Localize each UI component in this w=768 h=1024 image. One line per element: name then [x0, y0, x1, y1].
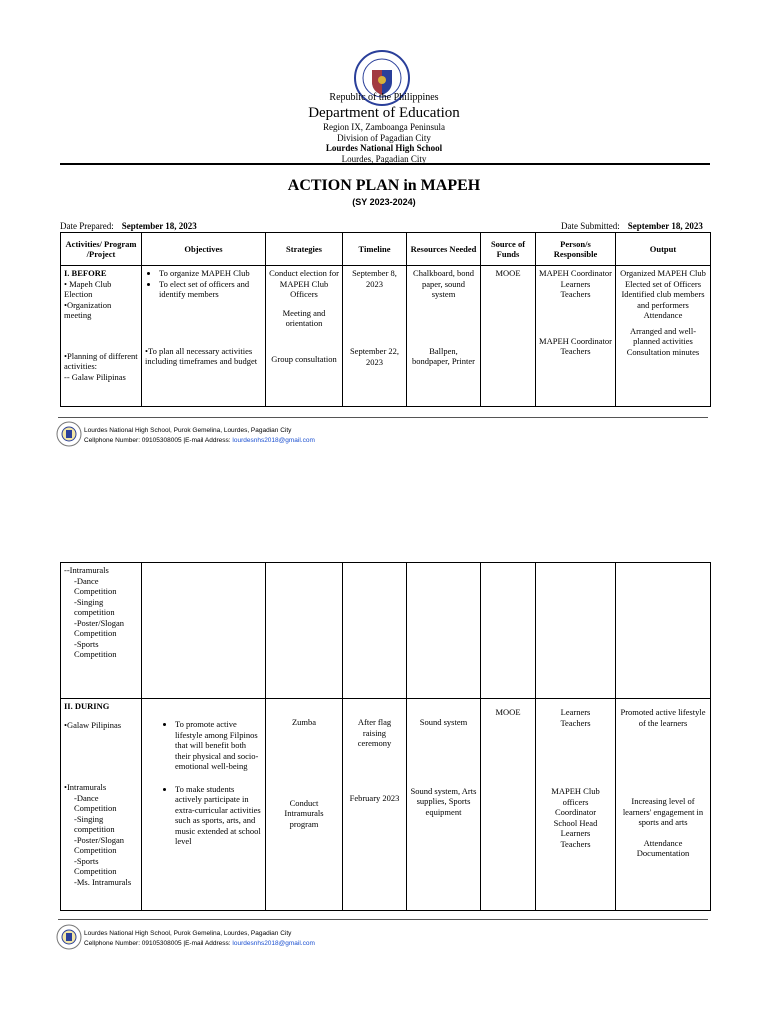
activity-item: •Organization meeting [64, 299, 112, 320]
strategy-item: Conduct Intramurals program [284, 797, 324, 829]
col-header: Objectives [142, 233, 266, 266]
col-header: Strategies [266, 233, 343, 266]
output-item: Attendance Documentation [636, 837, 690, 858]
school-name: Lourdes National High School [325, 143, 443, 153]
col-header: Source of Funds [481, 233, 536, 266]
footer-phone: Cellphone Number: 09105308005 |E-mail Address: [84, 437, 233, 444]
table-row [61, 699, 711, 911]
department-name: Department of Education [308, 105, 460, 121]
funds-cell [481, 699, 536, 911]
strategy-item: Group consultation [271, 353, 337, 364]
col-header: Output [616, 233, 711, 266]
footer-text [84, 426, 315, 446]
school-logo-icon [56, 421, 82, 447]
footer-contact [84, 939, 315, 949]
output-item: Attendance [643, 310, 683, 320]
region-line: Region IX, Zamboanga Peninsula [323, 122, 445, 132]
persons-cell [536, 266, 616, 407]
timeline-cell [343, 699, 407, 911]
empty-cell [266, 563, 343, 699]
footer-divider [58, 919, 708, 920]
empty-cell [142, 563, 266, 699]
activity-item: -Poster/Slogan Competition [74, 834, 125, 855]
table-row [61, 266, 711, 407]
person-item: MAPEH Club officers [551, 786, 600, 807]
date-prepared [60, 221, 197, 231]
col-header: Resources Needed [407, 233, 481, 266]
output-item: Identified club members and performers [621, 289, 705, 310]
during-heading: II. DURING [64, 701, 110, 711]
person-item: School Head [553, 817, 598, 828]
timeline-value: September 22, 2023 [349, 346, 400, 367]
date-submitted-label: Date Submitted: [561, 221, 620, 231]
person-item: Learners [560, 828, 591, 838]
empty-cell [616, 563, 711, 699]
objective-item: • To make students actively participate in extra-curricular activities such as sports, arts, and music extended at school level [175, 784, 262, 847]
output-item: Organized MAPEH Club [620, 268, 706, 278]
footer-address: Lourdes National High School, Purok Gemelina, Lourdes, Pagadian City [84, 930, 292, 937]
objective-item: •To plan all necessary activities including timeframes and budget [145, 345, 258, 366]
objective-item: • To promote active lifestyle among Filpinos that will benefit both their physical and socio-emotional well-being [175, 719, 262, 772]
persons-cell [536, 699, 616, 911]
timeline-cell [343, 266, 407, 407]
timeline-value: After flag raising ceremony [357, 717, 392, 748]
footer-contact [84, 436, 315, 446]
strategies-cell [266, 699, 343, 911]
person-item: Coordinator [554, 807, 597, 817]
strategy-item: Conduct election for MAPEH Club Officers [269, 268, 339, 299]
funds-value: MOOE [495, 707, 521, 717]
empty-cell [407, 563, 481, 699]
output-item: Arranged and well-planned activities [629, 325, 697, 346]
resources-cell [407, 266, 481, 407]
funds-value: MOOE [495, 268, 521, 278]
activity-item: -Poster/Slogan Competition [74, 617, 125, 638]
activity-item: -- Galaw Pilipinas [64, 371, 126, 382]
output-item: Promoted active lifestyle of the learners [620, 707, 706, 728]
footer-text [84, 929, 315, 949]
before-heading: I. BEFORE [64, 268, 107, 278]
strategy-item: Zumba [291, 717, 317, 727]
date-submitted-value: September 18, 2023 [627, 221, 703, 231]
activity-item: •Planning of different activities: [64, 350, 138, 371]
output-item: Elected set of Officers [624, 278, 702, 289]
footer-address: Lourdes National High School, Purok Gemelina, Lourdes, Pagadian City [84, 427, 292, 434]
col-header: Timeline [343, 233, 407, 266]
empty-cell [481, 563, 536, 699]
document-title: ACTION PLAN in MAPEH [287, 177, 481, 194]
col-header: Person/s Responsible [536, 233, 616, 266]
activity-item: -Ms. Intramurals [74, 876, 132, 887]
objectives-cell [142, 699, 266, 911]
strategy-item: Meeting and orientation [282, 307, 326, 328]
objectives-cell [142, 266, 266, 407]
activity-item: -Singing competition [74, 813, 115, 834]
resources-value: Chalkboard, bond paper, sound system [413, 268, 474, 299]
date-prepared-value: September 18, 2023 [121, 221, 197, 231]
republic-line: Republic of the Philippines [329, 92, 439, 103]
timeline-value: February 2023 [349, 792, 400, 803]
activity-item: --Intramurals [64, 565, 109, 575]
activity-item: -Sports Competition [74, 855, 117, 876]
person-item: Learners [560, 278, 591, 289]
strategies-cell [266, 266, 343, 407]
activities-cell [61, 266, 142, 407]
school-address: Lourdes, Pagadian City [341, 153, 427, 164]
empty-cell [343, 563, 407, 699]
footer-phone: Cellphone Number: 09105308005 |E-mail Address: [84, 940, 233, 947]
table-header-row [61, 233, 711, 266]
office-lines [0, 122, 768, 164]
resources-value: Sound system, Arts supplies, Sports equipment [410, 785, 477, 817]
activity-item: •Galaw Pilipinas [64, 719, 122, 730]
person-item: Teachers [560, 346, 591, 356]
resources-value: Ballpen, bondpaper, Printer [412, 345, 475, 366]
activities-cell [61, 563, 142, 699]
objective-item: • To organize MAPEH Club [159, 268, 262, 279]
activities-cell [61, 699, 142, 911]
header-divider [60, 163, 710, 165]
objective-item: • To elect set of officers and identify members [159, 279, 262, 300]
person-item: Teachers [560, 838, 591, 849]
action-plan-table-page1 [60, 232, 711, 407]
output-item: Consultation minutes [626, 346, 700, 357]
action-plan-table-page2 [60, 562, 711, 911]
output-item: Increasing level of learners' engagement in sports and arts [622, 796, 704, 827]
person-item: Teachers [560, 289, 591, 299]
person-item: Teachers [560, 717, 591, 728]
empty-cell [536, 563, 616, 699]
person-item: MAPEH Coordinator [539, 335, 612, 346]
school-year: (SY 2023-2024) [352, 197, 416, 207]
footer-email-link[interactable]: lourdesnhs2018@gmail.com [232, 940, 315, 947]
person-item: MAPEH Coordinator [539, 268, 612, 278]
activity-item: -Dance Competition [74, 792, 117, 813]
date-prepared-label: Date Prepared: [60, 221, 114, 231]
school-logo-icon [56, 924, 82, 950]
date-submitted [561, 221, 703, 231]
activity-item: •Intramurals [64, 782, 107, 792]
footer-divider [58, 417, 708, 418]
activity-item: -Sports Competition [74, 638, 117, 659]
output-cell [616, 699, 711, 911]
division-line: Division of Pagadian City [337, 132, 431, 143]
resources-value: Sound system [419, 717, 468, 727]
table-row [61, 563, 711, 699]
activity-item: -Singing competition [74, 596, 115, 617]
activity-item: • Mapeh Club Election [64, 278, 112, 299]
timeline-value: September 8, 2023 [352, 268, 397, 289]
output-cell [616, 266, 711, 407]
funds-cell [481, 266, 536, 407]
person-item: Learners [560, 707, 591, 717]
footer-email-link[interactable]: lourdesnhs2018@gmail.com [232, 437, 315, 444]
col-header: Activities/ Program /Project [61, 233, 142, 266]
resources-cell [407, 699, 481, 911]
activity-item: -Dance Competition [74, 575, 117, 596]
